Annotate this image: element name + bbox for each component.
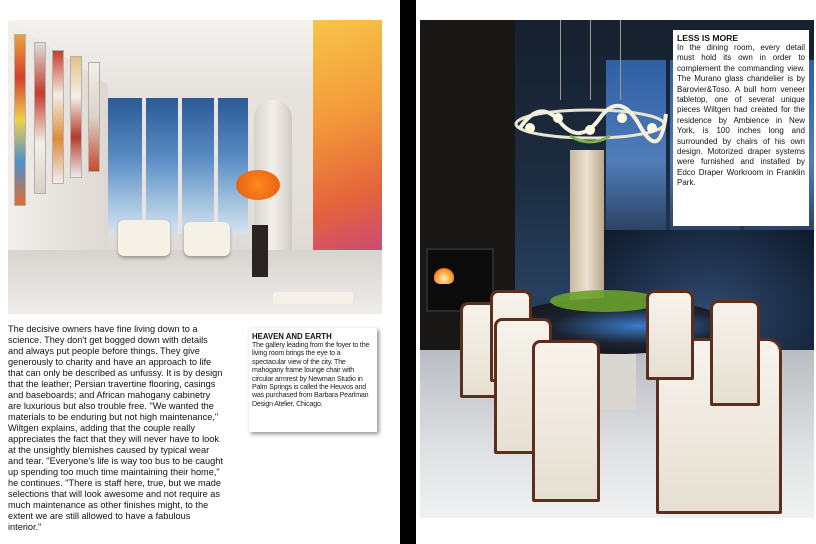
- article-paragraph: The decisive owners have fine living down to a science. They don't get bogged down with details and always put people before things. They give generously to charity and have an approach to life that can only be described as unfussy. It is by design that the leather; Persian travertine flooring, casings and baseboards; and African mahogany cabinetry are luxurious but also trouble free. "We wanted the materials to be enduring but not high maintenance," Wiltgen explains, adding that the couple really appreciates the fact that they will never have to look at the unsightly blemishes caused by typical wear and tear. "Everyone's life is way too bus to be caught up spending too much time maintaining their home," he continues. "There is staff here, true, but we made selections that will look awesome and not require as much maintenance as other finishes might, to the extent we are still allowed to have a fabulous interior.": [8, 324, 223, 532]
- caption-heading: LESS IS MORE: [677, 33, 739, 43]
- caption-text: In the dining room, every detail must hold its own in order to complement the commanding view. The Murano glass chandelier is by Barovier&Toso. A bull horn veneer tabletop, one of several unique pieces Wiltgen had created for the residence by Ambience in New York, is 100 inches long and surrounded by chairs of his own design. Motorized draper systems were furnished and installed by Edco Draper Workroom in Franklin Park.: [677, 43, 805, 188]
- armchair: [184, 222, 230, 256]
- murano-chandelier: [510, 88, 670, 158]
- magazine-spine: [400, 0, 416, 544]
- art-panel: [52, 50, 64, 184]
- photo-painting: [313, 20, 382, 255]
- fire-flame: [434, 266, 454, 284]
- art-panel: [14, 34, 26, 206]
- window-mullion: [178, 98, 182, 234]
- lounge-chair: [118, 220, 170, 256]
- glass-centerpiece: [550, 290, 660, 312]
- caption-text: The gallery leading from the foyer to the living room brings the eye to a spectacular view of the city. The mahogany frame lounge chair with circular armrest by Newman Studio in Palm Springs is called the Heuvos and was purchased from Barbara Pearlman Design Atelier, Chicago.: [252, 341, 370, 408]
- caption-heading: HEAVEN AND EARTH: [252, 332, 332, 341]
- photo-floor: [8, 250, 382, 314]
- left-page: [0, 0, 400, 544]
- article-body: [8, 324, 224, 533]
- window-mullion: [214, 98, 218, 234]
- gallery-living-room-photo: [8, 20, 382, 314]
- art-panel: [34, 42, 46, 194]
- window-mullion: [142, 98, 146, 234]
- dining-chair: [646, 290, 694, 380]
- art-panel: [70, 56, 82, 178]
- dining-chair: [532, 340, 600, 502]
- dining-chair: [710, 300, 760, 406]
- art-panel: [88, 62, 100, 172]
- orange-flowers: [236, 170, 280, 200]
- caption-heaven-and-earth: [249, 328, 377, 432]
- pedestal: [252, 225, 268, 277]
- caption-less-is-more: [673, 30, 809, 226]
- bench: [273, 292, 353, 304]
